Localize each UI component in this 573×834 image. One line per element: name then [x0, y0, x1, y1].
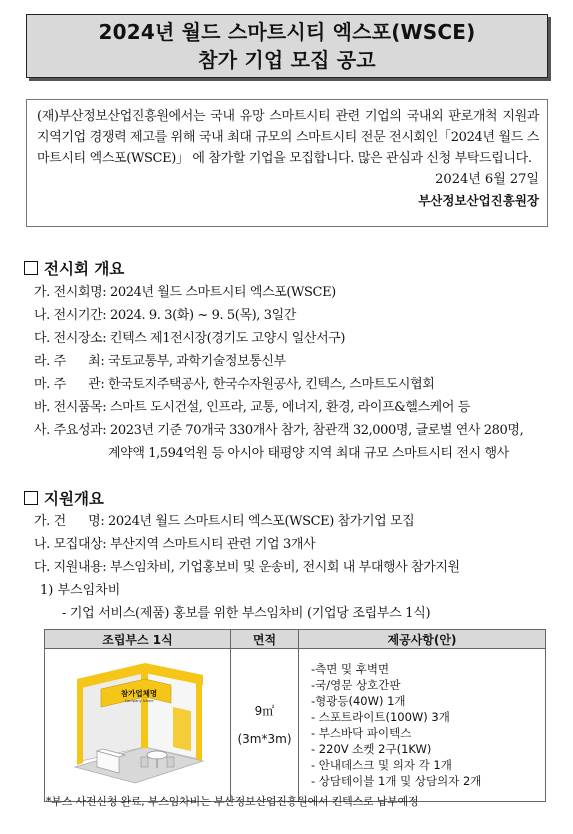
intro-org: 부산정보산업진흥원장 — [418, 193, 539, 208]
title-box — [26, 14, 548, 78]
list-item: 가. 건 명: 2024년 월드 스마트시티 엑스포(WSCE) 참가기업 모집 — [34, 514, 415, 529]
sub-item-booth-rent: - 기업 서비스(제품) 홍보를 위한 부스임차비 (기업당 조립부스 1식) — [62, 606, 431, 621]
booth-sign-text: 참가업체명 — [120, 689, 158, 698]
list-item-results: 사. 주요성과: 2023년 기준 70개국 330개사 참가, 참관객 32,000명, 글로벌 연사 280명, — [34, 423, 524, 438]
list-item: 나. 모집대상: 부산지역 스마트시티 관련 기업 3개사 — [34, 537, 316, 552]
footnote: *부스 사전신청 완료, 부스임차비는 부산정보산업진흥원에서 킨텍스로 납부예정 — [46, 795, 419, 808]
list-item: 마. 주 관: 한국토지주택공사, 한국수자원공사, 킨텍스, 스마트도시협회 — [34, 377, 435, 392]
section-support-title: 지원개요 — [44, 490, 104, 508]
list-item: - 안내데스크 및 의자 각 1개 — [311, 758, 452, 772]
booth-illustration — [53, 655, 221, 791]
list-item: -측면 및 후벽면 — [311, 662, 390, 676]
title-line-2: 참가 기업 모집 공고 — [198, 48, 376, 72]
area-value: 9㎡ — [254, 704, 275, 718]
list-item: 다. 전시장소: 킨텍스 제1전시장(경기도 고양시 일산서구) — [34, 331, 346, 346]
list-item: -형광등(40W) 1개 — [311, 694, 406, 708]
square-bullet-icon — [24, 491, 38, 505]
booth-table — [44, 629, 546, 802]
list-item: 라. 주 최: 국토교통부, 과학기술정보통신부 — [34, 354, 286, 369]
list-item: - 스포트라이트(100W) 3개 — [311, 710, 450, 724]
section-exhibition-title: 전시회 개요 — [44, 260, 125, 278]
area-cell — [231, 649, 299, 802]
list-item: - 상담테이블 1개 및 상담의자 2개 — [311, 774, 482, 788]
list-item: -국/영문 상호간판 — [311, 678, 401, 692]
exhibition-list — [34, 281, 554, 465]
sub-heading-booth-rent: 1) 부스임차비 — [40, 583, 121, 598]
booth-image-cell — [45, 649, 231, 802]
list-item: 가. 전시회명: 2024년 월드 스마트시티 엑스포(WSCE) — [34, 285, 336, 300]
intro-box — [26, 99, 548, 227]
list-item-results-cont: 계약액 1,594억원 등 아시아 태평양 지역 최대 규모 스마트시티 전시 행사 — [108, 446, 509, 461]
table-row — [45, 649, 546, 802]
list-item: - 220V 소켓 2구(1KW) — [311, 742, 432, 756]
section-exhibition-heading — [24, 257, 124, 279]
table-header-row — [45, 630, 546, 649]
table-header-cell: 조립부스 1식 — [45, 630, 231, 649]
provisions-cell — [299, 649, 546, 802]
list-item: 다. 지원내용: 부스임차비, 기업홍보비 및 운송비, 전시회 내 부대행사 참가지원 — [34, 560, 460, 575]
area-dimensions: (3m*3m) — [237, 732, 292, 746]
booth-sign-subtext: Company Name — [124, 699, 154, 703]
support-list — [34, 510, 554, 579]
list-item: 바. 전시품목: 스마트 도시건설, 인프라, 교통, 에너지, 환경, 라이프&헬스케어 등 — [34, 400, 470, 415]
list-item: 나. 전시기간: 2024. 9. 3(화) ~ 9. 5(목), 3일간 — [34, 308, 296, 323]
square-bullet-icon — [24, 261, 38, 275]
section-support-heading — [24, 487, 104, 509]
title-line-1: 2024년 월드 스마트시티 엑스포(WSCE) — [98, 20, 476, 44]
table-header-cell: 면적 — [231, 630, 299, 649]
intro-date: 2024년 6월 27일 — [435, 172, 539, 187]
list-item: - 부스바닥 파이텍스 — [311, 726, 412, 740]
intro-text: (재)부산정보산업진흥원에서는 국내 유망 스마트시티 관련 기업의 국내외 판로개척 지원과 지역기업 경쟁력 제고를 위해 국내 최대 규모의 스마트시티 전문 전시회인「2024년 월드 스마트시티 엑스포(WSCE)」 에 참가할 기업을 모집합니다. 많은 관심과 신청 부탁드립니다. — [37, 109, 539, 166]
table-header-cell: 제공사항(안) — [299, 630, 546, 649]
